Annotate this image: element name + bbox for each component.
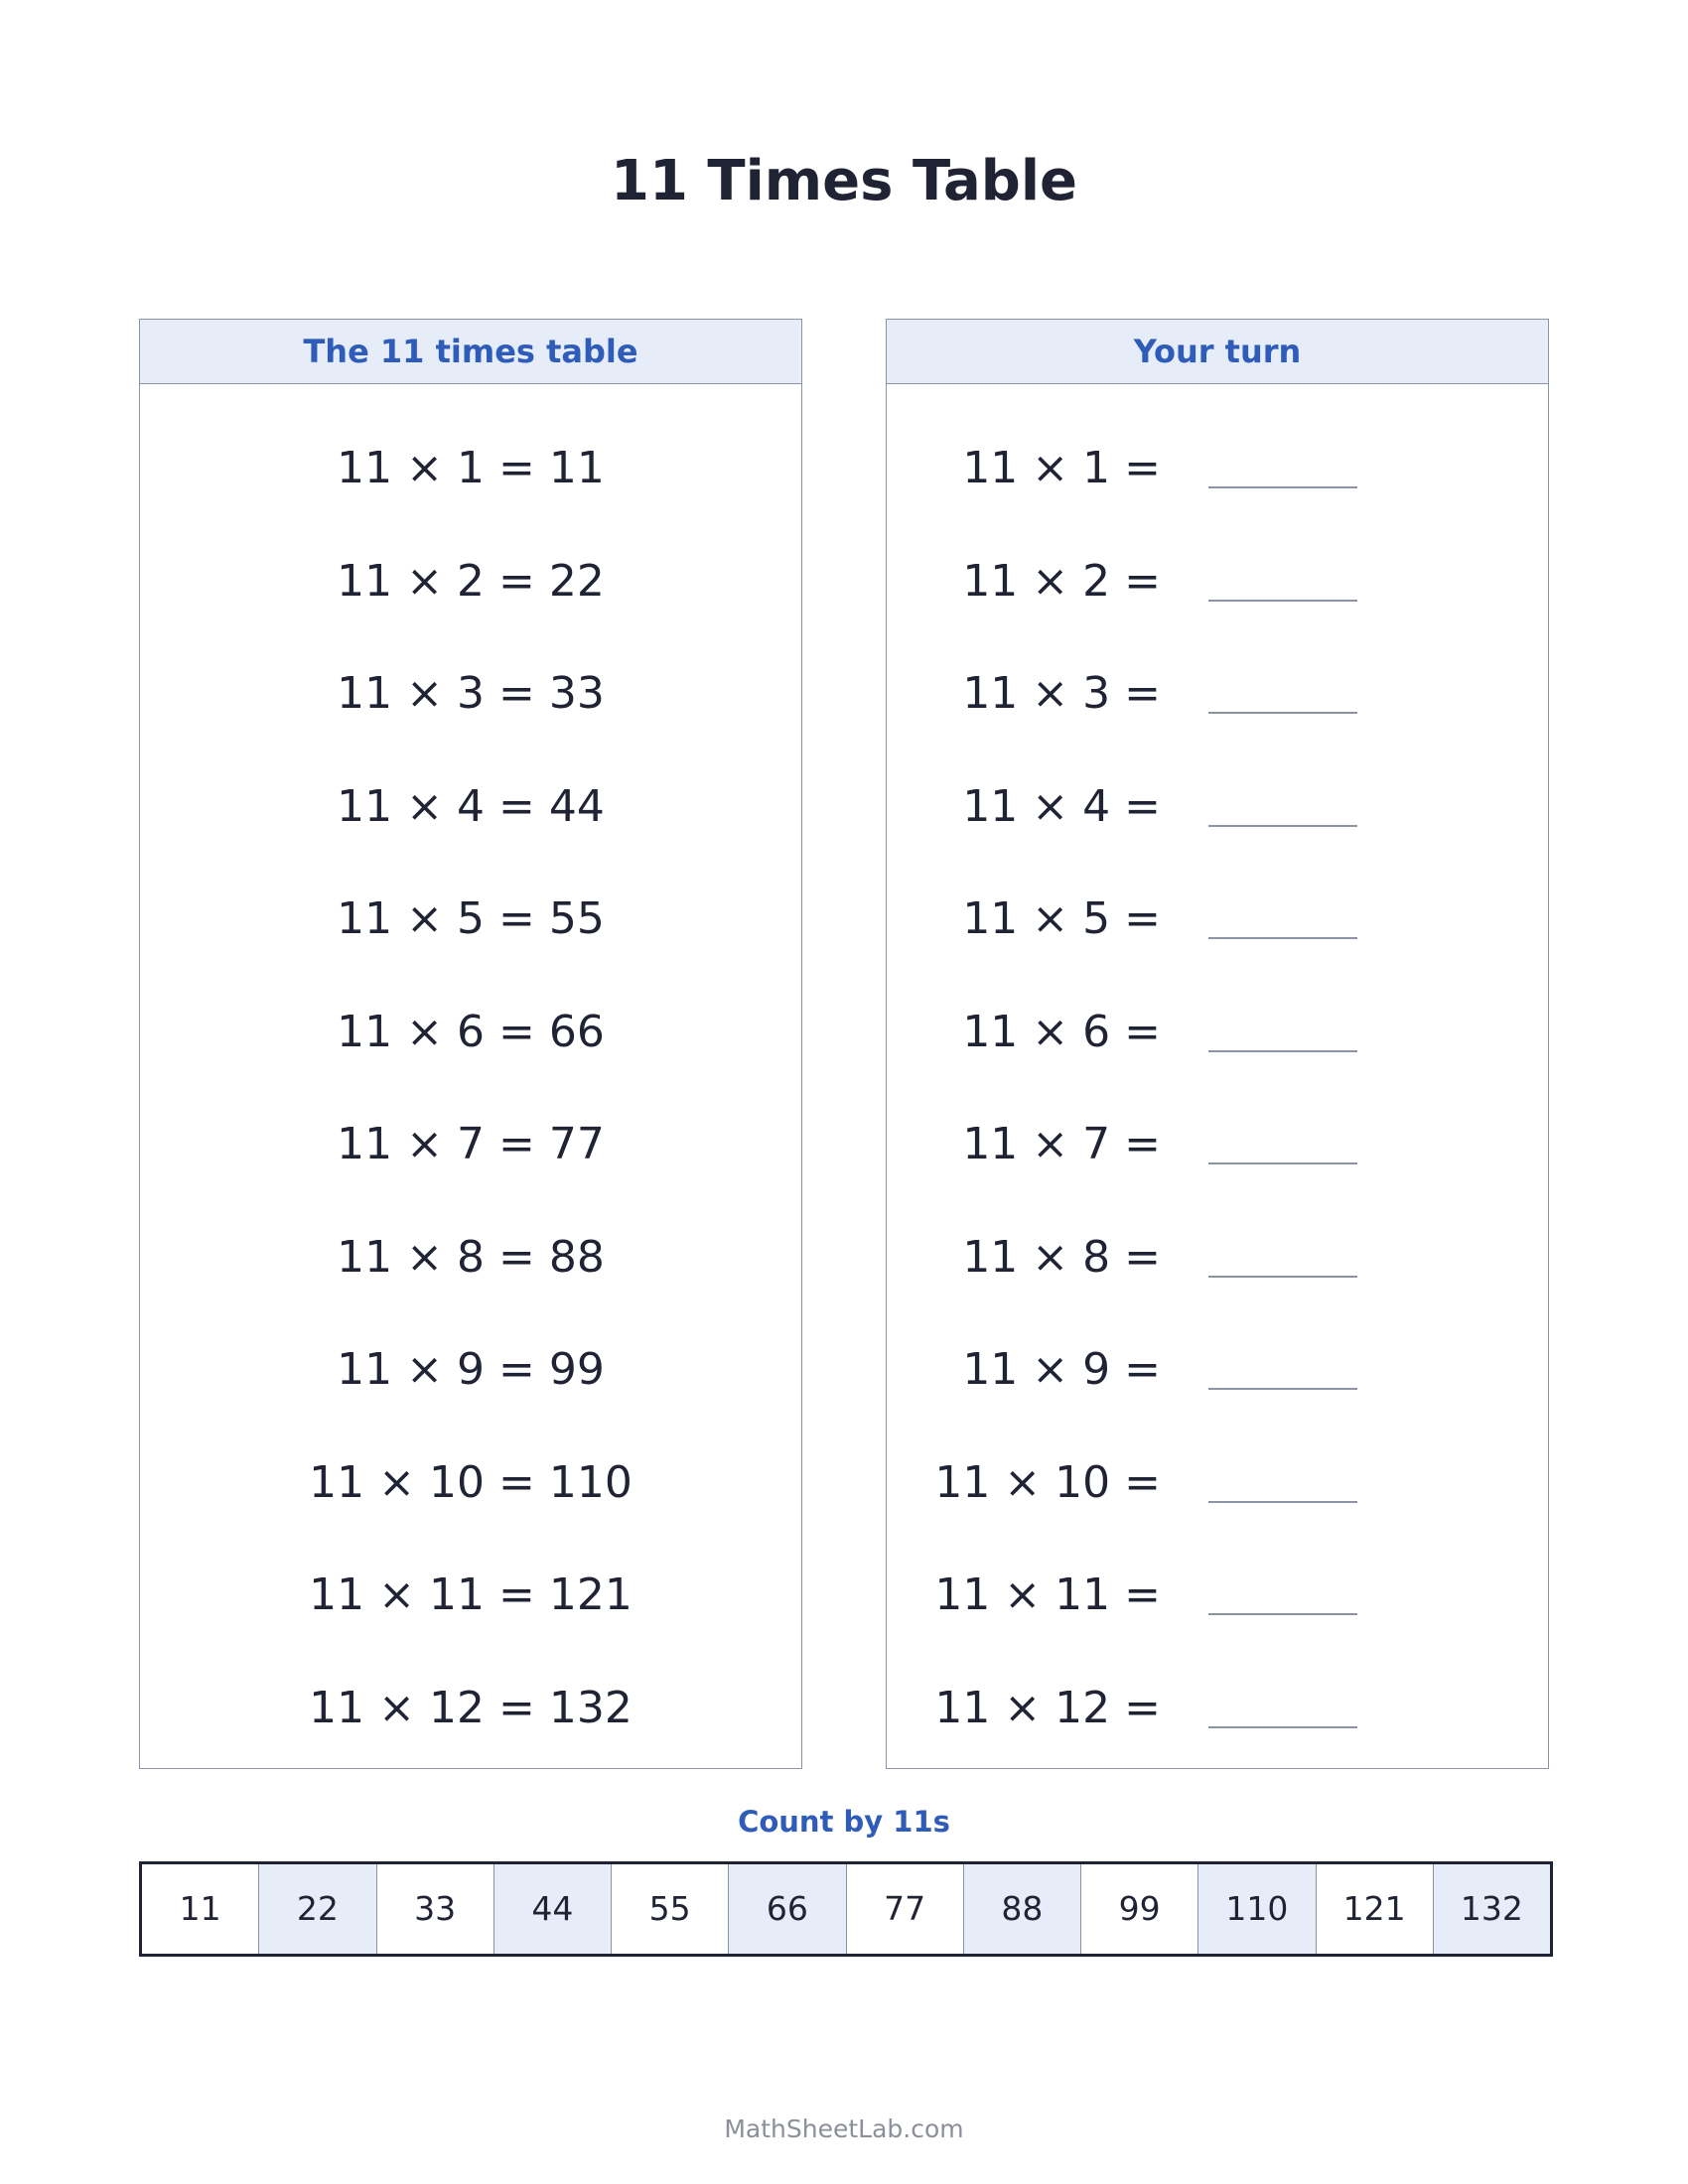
practice-problem: 11 × 2 =	[962, 555, 1161, 607]
count-cell: 121	[1316, 1864, 1433, 1954]
times-table-row: 11 × 1 = 11	[337, 443, 605, 493]
count-cell: 99	[1080, 1864, 1197, 1954]
practice-problem: 11 × 10 =	[934, 1456, 1161, 1508]
practice-row	[887, 1669, 1548, 1748]
times-table-row: 11 × 7 = 77	[337, 1119, 605, 1169]
times-table-row: 11 × 2 = 22	[337, 555, 605, 607]
page-title: 11 Times Table	[610, 149, 1077, 213]
count-cell: 33	[376, 1864, 493, 1954]
practice-row	[887, 1443, 1548, 1523]
count-cell: 132	[1433, 1864, 1550, 1954]
answer-blank-line[interactable]	[1208, 1050, 1357, 1052]
answer-blank-line[interactable]	[1208, 937, 1357, 939]
practice-problem: 11 × 1 =	[962, 443, 1161, 493]
practice-problem: 11 × 11 =	[934, 1570, 1161, 1620]
count-cell: 110	[1197, 1864, 1315, 1954]
answer-blank-line[interactable]	[1208, 600, 1357, 602]
practice-row	[887, 1330, 1548, 1410]
answer-blank-line[interactable]	[1208, 1501, 1357, 1503]
practice-row	[887, 767, 1548, 847]
answer-blank-line[interactable]	[1208, 486, 1357, 488]
site-footer[interactable]: MathSheetLab.com	[724, 2115, 964, 2143]
answer-blank-line[interactable]	[1208, 712, 1357, 714]
practice-problem: 11 × 8 =	[962, 1231, 1161, 1283]
answer-blank-line[interactable]	[1208, 1276, 1357, 1278]
count-cell: 55	[611, 1864, 728, 1954]
practice-row	[887, 1218, 1548, 1297]
practice-problem: 11 × 7 =	[962, 1119, 1161, 1169]
practice-row	[887, 429, 1548, 508]
practice-row	[887, 1105, 1548, 1184]
count-cell: 88	[963, 1864, 1080, 1954]
answer-blank-line[interactable]	[1208, 1613, 1357, 1615]
count-cell: 22	[258, 1864, 375, 1954]
times-table-row: 11 × 4 = 44	[337, 780, 605, 832]
times-table-row: 11 × 5 = 55	[337, 893, 605, 944]
answer-blank-line[interactable]	[1208, 1726, 1357, 1728]
times-table-row: 11 × 8 = 88	[337, 1231, 605, 1283]
times-table-rows	[140, 384, 801, 1769]
practice-row	[887, 542, 1548, 621]
count-by-strip	[139, 1861, 1553, 1957]
practice-problem: 11 × 6 =	[962, 1006, 1161, 1057]
times-table-row: 11 × 11 = 121	[309, 1570, 633, 1620]
times-table-row: 11 × 6 = 66	[337, 1006, 605, 1057]
times-table-row: 11 × 3 = 33	[337, 668, 605, 719]
times-table-panel-header: The 11 times table	[140, 320, 801, 384]
practice-row	[887, 880, 1548, 959]
practice-problem: 11 × 12 =	[934, 1682, 1161, 1733]
answer-blank-line[interactable]	[1208, 1388, 1357, 1390]
count-cell: 77	[846, 1864, 963, 1954]
practice-problem: 11 × 4 =	[962, 780, 1161, 832]
answer-blank-line[interactable]	[1208, 1162, 1357, 1164]
count-cell: 66	[728, 1864, 845, 1954]
practice-problem: 11 × 3 =	[962, 668, 1161, 719]
practice-problem: 11 × 5 =	[962, 893, 1161, 944]
practice-problem: 11 × 9 =	[962, 1344, 1161, 1395]
times-table-row: 11 × 12 = 132	[309, 1682, 633, 1733]
your-turn-panel-header: Your turn	[887, 320, 1548, 384]
count-cell: 44	[493, 1864, 611, 1954]
times-table-panel	[139, 319, 802, 1769]
your-turn-panel	[886, 319, 1549, 1769]
answer-blank-line[interactable]	[1208, 825, 1357, 827]
practice-row	[887, 993, 1548, 1072]
practice-row	[887, 654, 1548, 734]
count-cell: 11	[179, 1889, 221, 1928]
practice-row	[887, 1556, 1548, 1635]
count-by-label: Count by 11s	[738, 1805, 950, 1839]
times-table-row: 11 × 10 = 110	[309, 1456, 633, 1508]
your-turn-rows	[887, 384, 1548, 1769]
times-table-row: 11 × 9 = 99	[337, 1344, 605, 1395]
